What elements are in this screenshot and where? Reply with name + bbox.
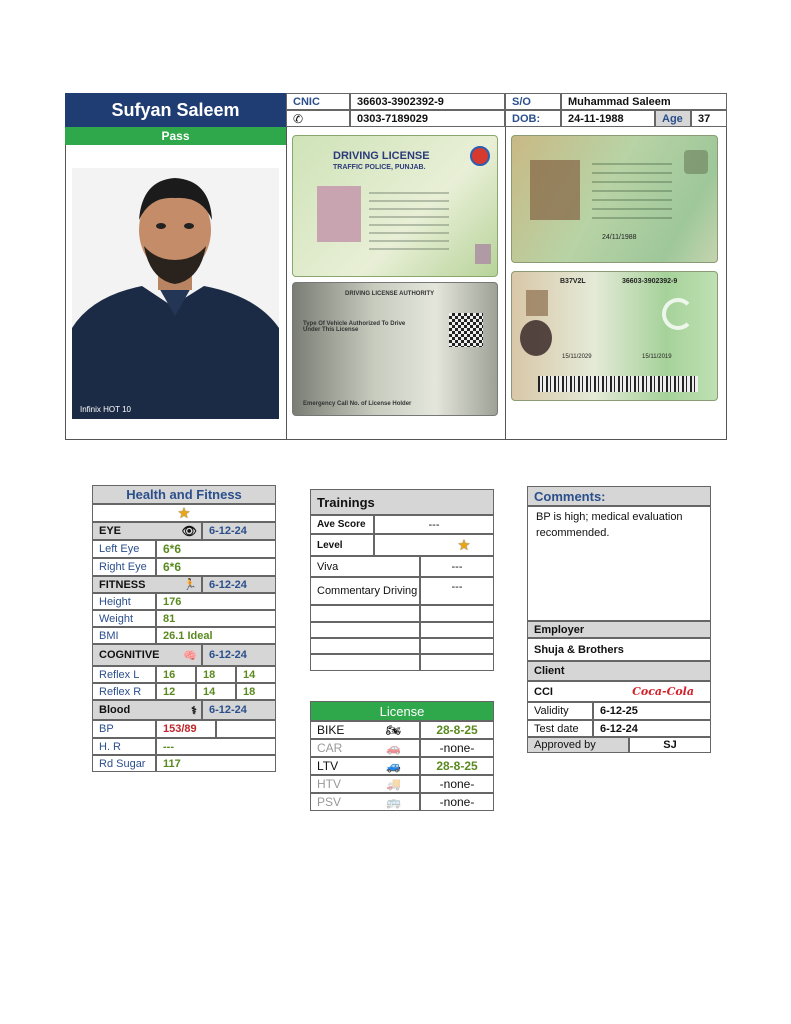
comments-box: BP is high; medical evaluation recommended. [527,506,711,621]
hr-value: --- [156,738,276,755]
license-ltv-label: LTV [317,759,339,773]
license-photo [317,186,361,242]
license-back-text: Type Of Vehicle Authorized To Drive Under This License [303,321,406,333]
license-title: DRIVING LICENSE [333,150,430,162]
license-back-footer: Emergency Call No. of License Holder [303,401,412,407]
trainings-empty-row [310,654,420,671]
cnic-front-text [592,156,672,226]
trainings-title: Trainings [310,489,494,515]
license-htv-value: -none- [420,775,494,793]
driving-license-back [292,282,498,416]
cognitive-section-label [92,644,202,666]
trainings-empty-row [310,622,420,638]
eye-label: EYE [99,525,122,537]
sugar-value: 117 [156,755,276,772]
person-photo-image [72,168,279,419]
cognitive-label: COGNITIVE [99,649,160,661]
height-label: Height [92,593,156,610]
approved-by-value: SJ [629,737,711,753]
dob-value: 24-11-1988 [561,110,655,127]
phone-icon-cell [286,110,350,127]
license-text-lines [369,186,449,256]
license-htv-label: HTV [317,777,341,791]
cnic-expiry-date: 15/11/2019 [642,354,672,360]
bp-extra [216,720,276,738]
health-title: Health and Fitness [92,485,276,504]
license-back-title: DRIVING LICENSE AUTHORITY [345,291,435,297]
license-row-bike [310,721,420,739]
employer-value: Shuja & Brothers [527,638,711,661]
star-icon: ★ [177,505,191,522]
level-star-icon: ★ [457,537,471,554]
cnic-value: 36603-3902392-9 [350,93,505,110]
stethoscope-icon: ⚕ [191,704,197,717]
license-car-label: CAR [317,741,343,755]
license-psv-value: -none- [420,793,494,811]
trainings-empty-row [420,605,494,622]
name-banner: Sufyan Saleem [65,93,286,127]
cnic-front-photo [530,160,580,220]
reflex-r-label: Reflex R [92,683,156,700]
license-row-car [310,739,420,757]
license-row-ltv [310,757,420,775]
fitness-label: FITNESS [99,578,146,591]
father-name: Muhammad Saleem [561,93,727,110]
employer-label: Employer [527,621,711,638]
weight-label: Weight [92,610,156,627]
level-label: Level [310,534,374,556]
validity-value: 6-12-25 [593,702,711,720]
health-star-row [92,504,276,522]
eye-exam-icon: 👁 [181,524,197,538]
client-label: Client [527,661,711,681]
coca-cola-logo: Coca-Cola [632,685,694,698]
driving-license-front [292,135,498,277]
truck-icon: 🚚 [386,777,401,791]
commentary-value: --- [420,577,494,605]
motorbike-icon: 🏍 [385,723,401,737]
reflex-r-1: 12 [156,683,196,700]
license-ltv-value: 28-8-25 [420,757,494,775]
sugar-label: Rd Sugar [92,755,156,772]
license-bike-label: BIKE [317,723,345,737]
reflex-l-label: Reflex L [92,666,156,683]
commentary-label: Commentary Driving [310,577,420,605]
cnic-front [511,135,718,263]
dob-label: DOB: [505,110,561,127]
so-label: S/O [505,93,561,110]
trainings-empty-row [420,622,494,638]
test-date-label: Test date [527,720,593,737]
fitness-date: 6-12-24 [202,576,276,593]
runner-icon: 🏃 [183,579,197,591]
person-photo [72,168,279,419]
car-icon: 🚗 [386,741,401,755]
license-title: License [310,701,494,721]
height-value: 176 [156,593,276,610]
blood-label: Blood [99,704,131,716]
client-value [527,681,711,702]
ave-score-value: --- [374,515,494,534]
reflex-r-2: 14 [196,683,236,700]
divider [505,93,506,440]
license-bike-value: 28-8-25 [420,721,494,739]
license-psv-label: PSV [317,795,342,809]
right-eye-value: 6*6 [156,558,276,576]
hr-label: H. R [92,738,156,755]
blood-date: 6-12-24 [202,700,276,720]
cnic-back-photo [526,290,548,316]
photo-caption: Infinix HOT 10 [80,405,131,414]
pakistan-emblem-icon [684,150,708,174]
cnic-back-code: B37V2L [560,278,586,285]
divider [286,93,287,440]
thumbprint-icon [520,320,552,356]
license-subtitle: TRAFFIC POLICE, PUNJAB. [333,164,426,171]
eye-date: 6-12-24 [202,522,276,540]
approved-by-label: Approved by [527,737,629,753]
blood-section-label [92,700,202,720]
reflex-l-2: 18 [196,666,236,683]
ave-score-label: Ave Score [310,515,374,534]
reflex-l-3: 14 [236,666,276,683]
comments-title: Comments: [527,486,711,506]
bmi-value: 26.1 Ideal [156,627,276,644]
trainings-empty-row [420,638,494,654]
qr-code-icon [449,313,483,347]
reflex-r-3: 18 [236,683,276,700]
phone-value: 0303-7189029 [350,110,505,127]
cnic-back-number: 36603-3902392-9 [622,278,678,285]
cnic-label: CNIC [286,93,350,110]
bp-label: BP [92,720,156,738]
level-value [374,534,494,556]
age-value: 37 [691,110,727,127]
license-photo-small [475,244,491,264]
status-badge: Pass [65,127,286,145]
eye-section-label [92,522,202,540]
license-emblem-icon [470,146,490,166]
right-eye-label: Right Eye [92,558,156,576]
left-eye-label: Left Eye [92,540,156,558]
reflex-l-1: 16 [156,666,196,683]
left-eye-value: 6*6 [156,540,276,558]
pickup-truck-icon: 🚙 [386,759,401,773]
trainings-empty-row [420,654,494,671]
trainings-empty-row [310,638,420,654]
weight-value: 81 [156,610,276,627]
bmi-label: BMI [92,627,156,644]
license-row-psv [310,793,420,811]
bus-icon: 🚌 [386,795,401,809]
license-row-htv [310,775,420,793]
fitness-section-label [92,576,202,593]
barcode [538,376,698,392]
pakistan-flag-icon [662,298,694,330]
age-label: Age [655,110,691,127]
license-car-value: -none- [420,739,494,757]
cnic-front-date: 24/11/1988 [602,234,637,241]
cognitive-test-icon: 🧠 [183,649,197,662]
validity-label: Validity [527,702,593,720]
client-name: CCI [534,685,553,698]
viva-value: --- [420,556,494,577]
trainings-empty-row [310,605,420,622]
phone-icon: ✆ [293,111,304,126]
viva-label: Viva [310,556,420,577]
cnic-back [511,271,718,401]
test-date-value: 6-12-24 [593,720,711,737]
cnic-issue-date: 15/11/2029 [562,354,592,360]
cognitive-date: 6-12-24 [202,644,276,666]
bp-value: 153/89 [156,720,216,738]
